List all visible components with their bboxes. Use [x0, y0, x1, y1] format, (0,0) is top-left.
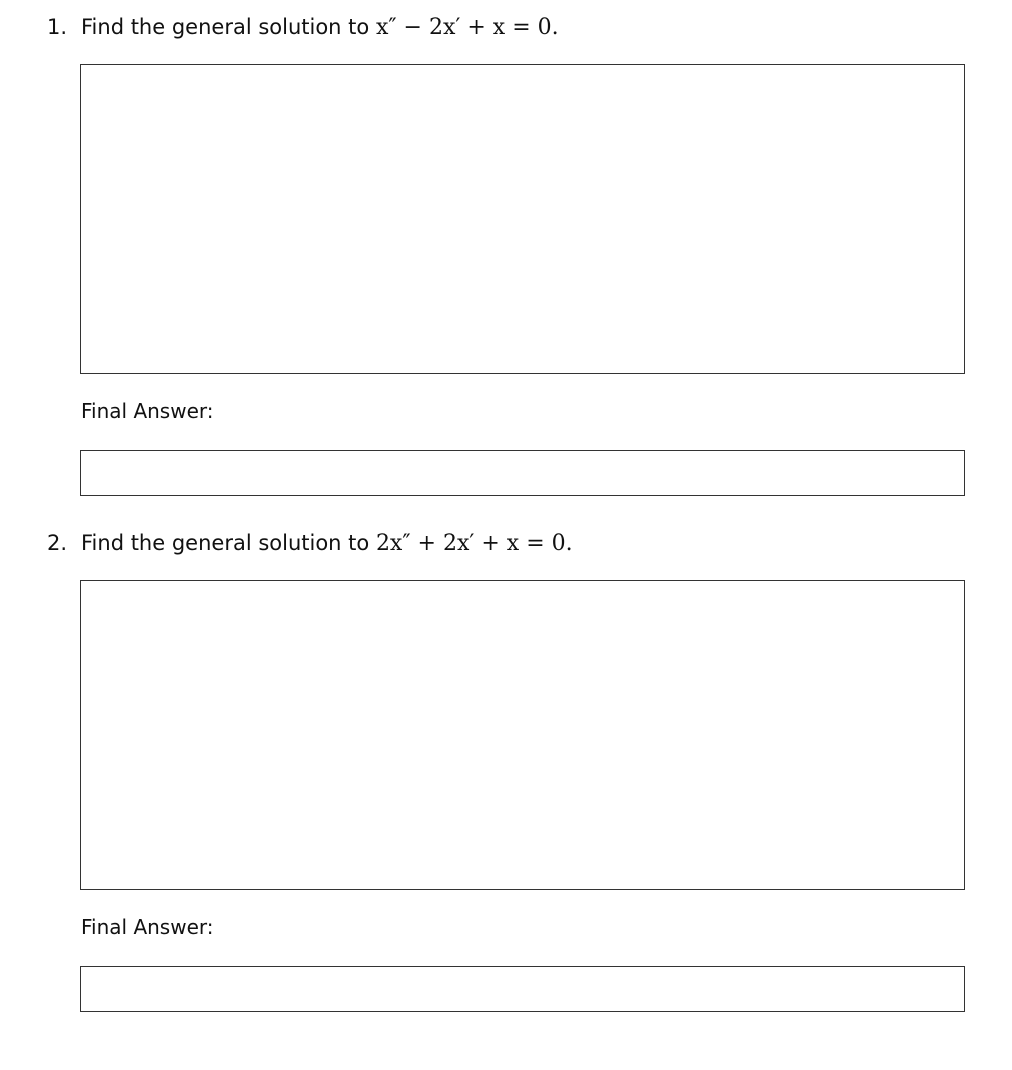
question-period: . [565, 531, 573, 556]
final-answer-label: Final Answer: [81, 915, 214, 939]
question-1 [47, 14, 559, 41]
question-equation: 2x″ + 2x′ + x = 0 [375, 531, 566, 556]
work-area-box[interactable] [80, 64, 965, 374]
question-prompt: Find the general solution to [81, 531, 370, 555]
question-number: 1. [47, 15, 68, 39]
final-answer-label: Final Answer: [81, 399, 214, 423]
question-2 [47, 530, 573, 557]
question-equation: x″ − 2x′ + x = 0 [375, 15, 552, 40]
work-area-box[interactable] [80, 580, 965, 890]
question-prompt: Find the general solution to [81, 15, 370, 39]
question-period: . [551, 15, 559, 40]
final-answer-box[interactable] [80, 966, 965, 1012]
question-number: 2. [47, 531, 68, 555]
final-answer-box[interactable] [80, 450, 965, 496]
